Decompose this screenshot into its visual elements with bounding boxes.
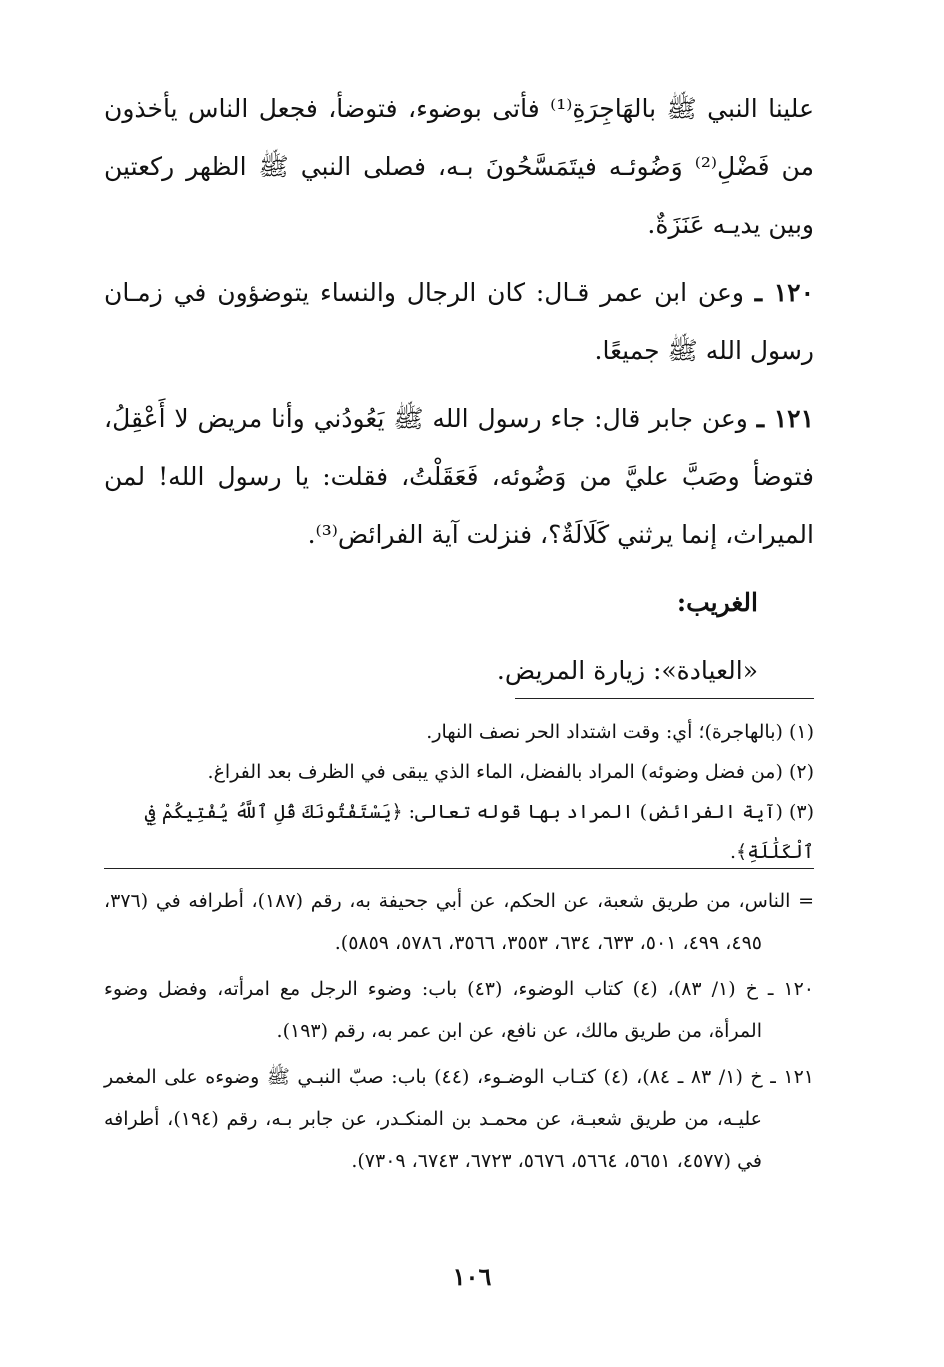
takhrij-separator: [104, 868, 814, 869]
hadith-number: ١٢١ ـ: [756, 404, 815, 433]
takhrij-121: ١٢١ ـ خ (١/ ٨٣ ـ ٨٤)، (٤) كتـاب الوضـوء، (٤٤) باب: صبّ النبـي ﷺ وضوءه على المغمر عليـه، من طريق شعبـة، عن محمـد بن المنكـدر، عن جابر بـه، رقم (١٩٤)، أطرافه في (٤٥٧٧، ٥٦٥١، ٥٦٦٤، ٥٦٧٦، ٦٧٢٣، ٦٧٤٣، ٧٣٠٩).: [104, 1066, 814, 1172]
hadith-text: وعن جابر قال: جاء رسول الله ﷺ يَعُودُني وأنا مريض لا أَعْقِلُ، فتوضأ وصَبَّ عليَّ من وَضُوئه، فَعَقَلْتُ، فقلت: يا رسول الله! لمن الميراث، إنما يرثني كَلَالَةٌ؟، فنزلت آية الفرائض⁽³⁾.: [104, 404, 814, 549]
gharib-entry: «العيادة»: زيارة المريض.: [496, 656, 758, 685]
footnote-separator: [515, 698, 814, 699]
page-number: ١٠٦: [452, 1262, 492, 1291]
paragraph-hadith-120: [104, 264, 814, 380]
paragraph-hadith-121: [104, 390, 814, 564]
takhrij-120: ١٢٠ ـ خ (١/ ٨٣)، (٤) كتاب الوضوء، (٤٣) باب: وضوء الرجل مع امرأته، وفضل وضوء المرأة، من طريق مالك، عن نافع، عن ابن عمر به، رقم (١٩٣).: [104, 978, 814, 1042]
takhrij-continuation: = الناس، من طريق شعبة، عن الحكم، عن أبي جحيفة به، رقم (١٨٧)، أطرافه في (٣٧٦، ٤٩٥، ٤٩٩، ٥٠١، ٦٣٣، ٦٣٤، ٣٥٥٣، ٣٥٦٦، ٥٧٨٦، ٥٨٥٩).: [104, 890, 814, 954]
hadith-number: ١٢٠ ـ: [754, 278, 815, 307]
gharib-heading: الغريب:: [676, 588, 758, 617]
footnotes: [104, 712, 814, 872]
footnote-1: (١) (بالهاجرة)؛ أي: وقت اشتداد الحر نصف النهار.: [426, 721, 814, 743]
paragraph-hadith-119-end: علينا النبي ﷺ بالهَاجِرَةِ⁽¹⁾ فأتى بوضوء، فتوضأ، فجعل الناس يأخذون من فَضْلِ⁽²⁾ وَضُوئـه فيتَمَسَّحُونَ بـه، فصلى النبي ﷺ الظهر ركعتين وبين يديـه عَنَزَةٌ.: [104, 94, 814, 239]
footnote-2: (٢) (من فضل وضوئه) المراد بالفضل، الماء الذي يبقى في الظرف بعد الفراغ.: [207, 761, 814, 783]
main-text: [104, 80, 814, 700]
hadith-text: وعن ابن عمر قـال: كان الرجال والنساء يتوضؤون في زمـان رسول الله ﷺ جميعًا.: [104, 278, 814, 365]
footnote-3: (٣) (آية الفرائض) المراد بها قوله تعالى: ﴿يَسْتَفْتُونَكَ قُلِ ٱللَّهُ يُفْتِيكُمْ فِي ٱلْكَلَٰلَةِ﴾.: [144, 801, 814, 863]
takhrij-notes: [104, 880, 814, 1186]
